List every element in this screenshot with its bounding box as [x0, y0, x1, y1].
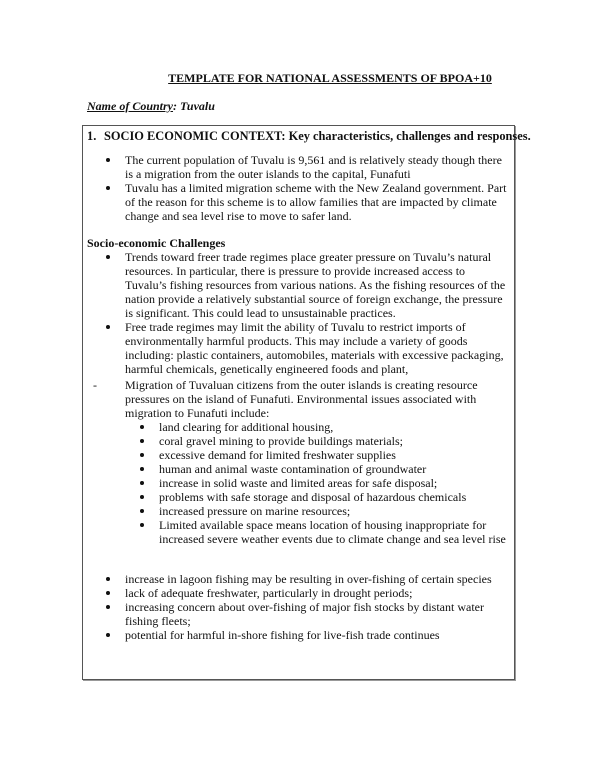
migration-item: [91, 378, 509, 420]
intro-bullet-list: [91, 153, 509, 223]
list-item-text: problems with safe storage and disposal of hazardous chemicals: [159, 490, 467, 504]
bullet-icon: [125, 476, 159, 490]
bullet-icon: [125, 462, 159, 476]
list-item-text: Free trade regimes may limit the ability of Tuvalu to restrict imports of environmentally harmful products. This may include a variety of goods including: plastic containers, automobiles, materials with excessive packaging, harmful chemicals, genetically engineered foods and plant,: [125, 320, 504, 376]
section-number: 1.: [87, 129, 97, 143]
bullet-icon: [125, 448, 159, 462]
bullet-icon: [125, 518, 159, 532]
list-item: [125, 462, 509, 476]
list-item-text: lack of adequate freshwater, particularly in drought periods;: [125, 586, 413, 600]
country-value: Tuvalu: [177, 99, 215, 113]
section-heading: [87, 129, 531, 143]
list-item-text: Limited available space means location of housing inappropriate for increased severe weather events due to climate change and sea level rise: [159, 518, 506, 546]
list-item-text: excessive demand for limited freshwater supplies: [159, 448, 396, 462]
list-item: [125, 490, 509, 504]
bullet-icon: [125, 420, 159, 434]
document-title: TEMPLATE FOR NATIONAL ASSESSMENTS OF BPOA+10: [168, 71, 492, 85]
bullet-icon: [91, 572, 125, 586]
bullet-icon: [125, 490, 159, 504]
list-item: [91, 600, 509, 628]
list-item: [125, 504, 509, 518]
list-item: [125, 434, 509, 448]
list-item: [125, 420, 509, 434]
list-item: [125, 518, 509, 546]
list-item-text: human and animal waste contamination of groundwater: [159, 462, 427, 476]
challenges-bullet-list: [91, 250, 509, 376]
list-item: [91, 572, 509, 586]
country-separator: :: [173, 99, 178, 113]
list-item-text: potential for harmful in-shore fishing for live-fish trade continues: [125, 628, 440, 642]
list-item-text: increase in lagoon fishing may be resulting in over-fishing of certain species: [125, 572, 492, 586]
country-label: Name of Country: [87, 99, 174, 113]
bullet-icon: [91, 181, 125, 195]
socio-economic-section-box: [82, 125, 531, 680]
list-item: [125, 448, 509, 462]
list-item: [91, 250, 509, 320]
list-item-text: increasing concern about over-fishing of major fish stocks by distant water fishing fleets;: [125, 600, 484, 628]
list-item: [91, 628, 509, 642]
list-item: [91, 153, 509, 181]
list-item-text: Tuvalu has a limited migration scheme with the New Zealand government. Part of the reason for this scheme is to allow families that are impacted by climate change and sea level rise to move to safer land.: [125, 181, 507, 223]
list-item-text: coral gravel mining to provide buildings materials;: [159, 434, 403, 448]
migration-issues-list: [125, 420, 509, 546]
list-item: [91, 586, 509, 600]
bullet-icon: [125, 504, 159, 518]
country-line: [87, 99, 215, 113]
bullet-icon: [91, 600, 125, 614]
additional-challenges-list: [91, 572, 509, 642]
list-item-text: increase in solid waste and limited areas for safe disposal;: [159, 476, 438, 490]
section-heading-text: SOCIO ECONOMIC CONTEXT: Key characteristics, challenges and responses.: [104, 129, 531, 143]
list-item: [91, 181, 509, 223]
list-item: [91, 320, 509, 376]
list-item: [125, 476, 509, 490]
bullet-icon: [125, 434, 159, 448]
list-item-text: land clearing for additional housing,: [159, 420, 334, 434]
migration-text: Migration of Tuvaluan citizens from the outer islands is creating resource pressures on the island of Funafuti. Environmental issues associated with migration to Funafuti include:: [125, 378, 478, 420]
bullet-icon: [91, 628, 125, 642]
list-item-text: The current population of Tuvalu is 9,561 and is relatively steady though there is a migration from the outer islands to the capital, Funafuti: [125, 153, 502, 181]
list-item-text: increased pressure on marine resources;: [159, 504, 351, 518]
challenges-heading: Socio-economic Challenges: [87, 236, 226, 250]
bullet-icon: [91, 250, 125, 264]
list-item-text: Trends toward freer trade regimes place greater pressure on Tuvalu’s natural resources. In particular, there is pressure to provide increased access to Tuvalu’s fishing resources from various nations. As the fishing resources of the nation provide a relatively substantial source of foreign exchange, the pressure is significant. This could lead to unsustainable practices.: [125, 250, 506, 320]
bullet-icon: [91, 586, 125, 600]
bullet-icon: [91, 320, 125, 334]
dash-icon: -: [93, 378, 97, 392]
bullet-icon: [91, 153, 125, 167]
